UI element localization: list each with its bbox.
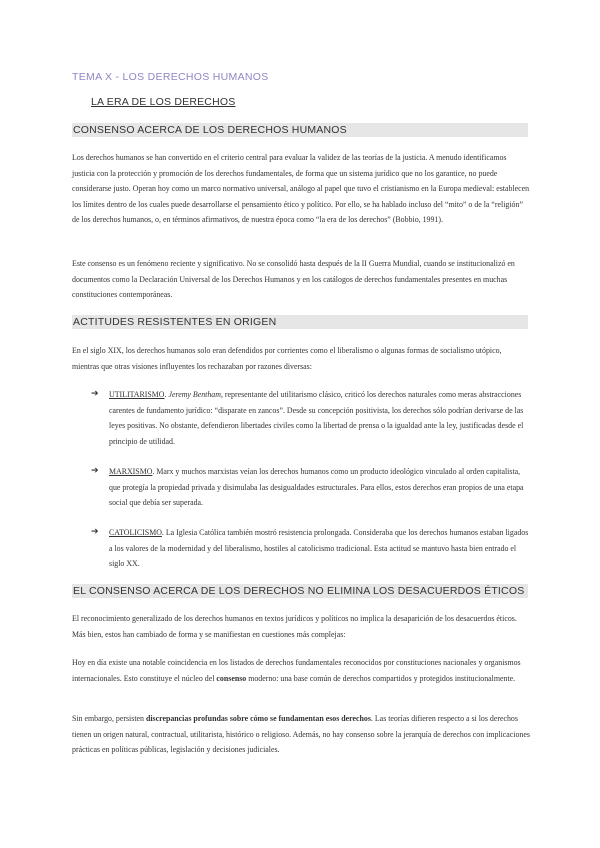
paragraph-desacuerdos-3: Sin embargo, persisten discrepancias profundas sobre cómo se fundamentan esos derechos. Las teorías difieren respecto a si los derechos tienen un origen natural, contractual, utilitarista, histórico o religioso. Además, no hay consenso sobre la jerarquía de derechos con implicaciones prácticas en políticas públicas, legislación y decisiones judiciales. bbox=[72, 714, 530, 754]
list-item-catolicismo: ➔ CATOLICISMO. La Iglesia Católica también mostró resistencia prolongada. Consideraba que los derechos humanos estaban ligados a los valores de la modernidad y del liberalismo, hostiles al catolicismo tradicional. Esta actitud se mantuvo hasta bien entrado el siglo XX. bbox=[91, 527, 529, 568]
item-text: Marx y muchos marxistas veían los derechos humanos como un producto ideológico vinculado al orden capitalista, que protegía la propiedad privada y disimulaba las desigualdades estructurales. Para ellos, estos derechos eran propios de una etapa social que debía ser superada. bbox=[109, 467, 524, 507]
section-heading-actitudes bbox=[72, 315, 528, 329]
paragraph-consenso-2: Este consenso es un fenómeno reciente y significativo. No se consolidó hasta después de la II Guerra Mundial, cuando se institucionalizó en documentos como la Declaración Universal de los Derechos Humanos y en los catálogos de derechos fundamentales presentes en muchas constituciones contemporáneas. bbox=[72, 259, 515, 299]
section-heading-text: EL CONSENSO ACERCA DE LOS DERECHOS NO ELIMINA LOS DESACUERDOS ÉTICOS bbox=[73, 585, 525, 597]
paragraph-desacuerdos-2: Hoy en día existe una notable coincidencia en los listados de derechos fundamentales reconocidos por constituciones nacionales y organismos internacionales. Esto constituye el núcleo del consenso moderno: una base común de derechos compartidos y protegidos institucionalmente. bbox=[72, 658, 521, 683]
section-heading-text: CONSENSO ACERCA DE LOS DERECHOS HUMANOS bbox=[73, 124, 347, 136]
item-text: , representante del utilitarismo clásico, criticó los derechos naturales como meras abstracciones carentes de fundamento jurídico: “disparate en zancos”. Desde su concepción positivista, los derechos sólo podrían derivarse de las leyes positivas. No obstante, defendieron libertades civiles como la libertad de prensa o la igualdad ante la ley, justificadas desde el principio de utilidad. bbox=[109, 390, 524, 446]
item-person-name: Jeremy Bentham bbox=[168, 390, 221, 399]
paragraph-desacuerdos-1: El reconocimiento generalizado de los derechos humanos en textos jurídicos y políticos no implica la desaparición de los desacuerdos éticos. Más bien, estos han cambiado de forma y se manifiestan en cuestiones más complejas: bbox=[72, 614, 517, 639]
item-label: CATOLICISMO bbox=[109, 528, 162, 537]
bold-consenso: consenso bbox=[216, 673, 247, 683]
list-item-utilitarismo: ➔ UTILITARISMO. Jeremy Bentham, representante del utilitarismo clásico, criticó los derechos naturales como meras abstracciones carentes de fundamento jurídico: “disparate en zancos”. Desde su concepción positivista, los derechos sólo podrían derivarse de las leyes positivas. No obstante, defendieron libertades civiles como la libertad de prensa o la igualdad ante la ley, justificadas desde el principio de utilidad. bbox=[91, 389, 524, 446]
item-text: La Iglesia Católica también mostró resistencia prolongada. Consideraba que los derechos humanos estaban ligados a los valores de la modernidad y del liberalismo, hostiles al catolicismo tradicional. Esta actitud se mantuvo hasta bien entrado el siglo XX. bbox=[109, 528, 529, 568]
document-subtitle: LA ERA DE LOS DERECHOS bbox=[91, 96, 236, 108]
arrow-bullet-icon: ➔ bbox=[91, 466, 99, 476]
paragraph-actitudes-intro: En el siglo XIX, los derechos humanos solo eran defendidos por corrientes como el liberalismo o algunas formas de socialismo utópico, mientras que otras visiones influyentes los rechazaban por razones diversas: bbox=[72, 346, 502, 371]
arrow-bullet-icon: ➔ bbox=[91, 527, 99, 537]
arrow-bullet-icon: ➔ bbox=[91, 389, 99, 399]
bold-discrepancias: discrepancias profundas sobre cómo se fundamentan esos derechos bbox=[145, 714, 371, 723]
list-item-marxismo: ➔ MARXISMO. Marx y muchos marxistas veían los derechos humanos como un producto ideológico vinculado al orden capitalista, que protegía la propiedad privada y disimulaba las desigualdades estructurales. Para ellos, estos derechos eran propios de una etapa social que debía ser superada. bbox=[91, 466, 524, 507]
section-heading-text: ACTITUDES RESISTENTES EN ORIGEN bbox=[73, 316, 277, 328]
item-label: MARXISMO bbox=[109, 467, 153, 476]
section-heading-consenso bbox=[72, 123, 528, 137]
document-title: TEMA X - LOS DERECHOS HUMANOS bbox=[72, 71, 269, 83]
item-label: UTILITARISMO bbox=[109, 390, 165, 399]
section-heading-desacuerdos bbox=[72, 584, 528, 598]
paragraph-consenso-1: Los derechos humanos se han convertido en el criterio central para evaluar la validez de las teorías de la justicia. A menudo identificamos justicia con la protección y promoción de los derechos fundamentales, de forma que un sistema jurídico que no los garantice, no puede considerarse justo. Operan hoy como un marco normativo universal, análogo al papel que tuvo el cristianismo en la Europa medieval: establecen los límites dentro de los cuales puede desarrollarse el pensamiento ético y político. Por ello, se ha hablado incluso del “mito” o de la “religión” de los derechos humanos, o, en términos afirmativos, de nuestra época como “la era de los derechos” (Bobbio, 1991). bbox=[72, 153, 530, 224]
